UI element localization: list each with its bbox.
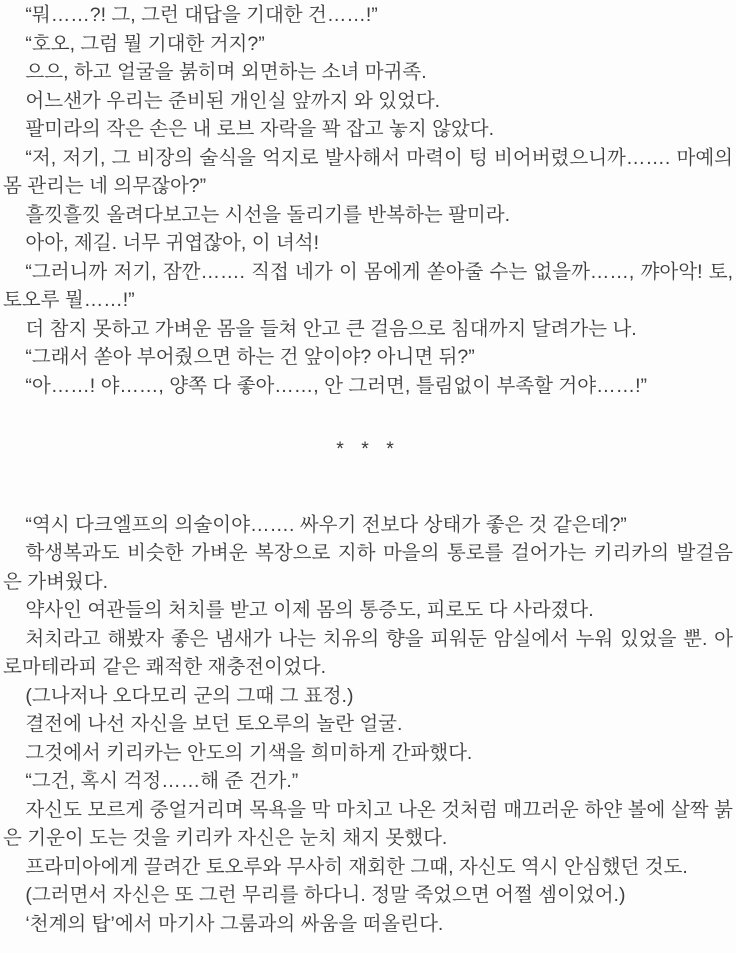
paragraph: 자신도 모르게 중얼거리며 목욕을 막 마치고 나온 것처럼 매끄러운 하얀 볼에 살짝 붉은 기운이 도는 것을 키리카 자신은 눈치 채지 못했다. [3,798,733,849]
paragraph: 으으, 하고 얼굴을 붉히며 외면하는 소녀 마귀족. [25,61,427,83]
paragraph: 결전에 나선 자신을 보던 토오루의 놀란 얼굴. [25,713,403,735]
paragraph: 처치라고 해봤자 좋은 냄새가 나는 치유의 향을 피워둔 암실에서 누워 있었을 뿐. 아로마테라피 같은 쾌적한 재충전이었다. [3,627,733,678]
paragraph: 그것에서 키리카는 안도의 기색을 희미하게 간파했다. [25,741,473,764]
paragraph: “저, 저기, 그 비장의 술식을 억지로 발사해서 마력이 텅 비어버렸으니까……. 마예의 몸 관리는 네 의무잖아?” [3,146,733,197]
paragraph: 팔미라의 작은 손은 내 로브 자락을 꽉 잡고 놓지 않았다. [25,118,495,140]
paragraph: 흘낏흘낏 올려다보고는 시선을 돌리기를 반복하는 팔미라. [25,203,511,226]
paragraph: 약사인 여관들의 처치를 받고 이제 몸의 통증도, 피로도 다 사라졌다. [25,599,594,621]
paragraph: 프라미아에게 끌려간 토오루와 무사히 재회한 그때, 자신도 역시 안심했던 것도. [25,855,688,878]
paragraph: 학생복과도 비슷한 가벼운 복장으로 지하 마을의 통로를 걸어가는 키리카의 발걸음은 가벼웠다. [3,542,733,593]
scene-2 [3,511,733,939]
paragraph: “아……! 야……, 양쪽 다 좋아……, 안 그러면, 틀림없이 부족할 거야……!” [25,374,647,397]
paragraph: “호오, 그럼 뭘 기대한 거지?” [25,32,265,55]
paragraph: ‘천계의 탑’에서 마기사 그룸과의 싸움을 떠올린다. [25,912,444,935]
paragraph: “그래서 쏟아 부어줬으면 하는 건 앞이야? 아니면 뒤?” [25,346,475,368]
scene-1 [3,1,733,400]
paragraph: “역시 다크엘프의 의술이야……. 싸우기 전보다 상태가 좋은 것 같은데?” [25,513,627,536]
paragraph: “그러니까 저기, 잠깐……. 직접 네가 이 몸에게 쏟아줄 수는 없을까……, 꺄아악! 토, 토오루 뭘……!” [3,260,733,311]
paragraph: (그러면서 자신은 또 그런 무리를 하다니. 정말 죽었으면 어쩔 셈이었어.) [25,884,626,906]
paragraph: (그나저나 오다모리 군의 그때 그 표정.) [25,684,354,707]
paragraph: 더 참지 못하고 가벼운 몸을 들쳐 안고 큰 걸음으로 침대까지 달려가는 나. [25,317,637,340]
paragraph: “뭐……?! 그, 그런 대답을 기대한 건……!” [25,4,378,26]
paragraph: “그건, 혹시 걱정……해 준 건가.” [25,770,299,792]
paragraph: 어느샌가 우리는 준비된 개인실 앞까지 와 있었다. [25,89,441,112]
scene-separator: * * * [336,438,400,460]
paragraph: 아아, 제길. 너무 귀엽잖아, 이 녀석! [25,232,320,254]
